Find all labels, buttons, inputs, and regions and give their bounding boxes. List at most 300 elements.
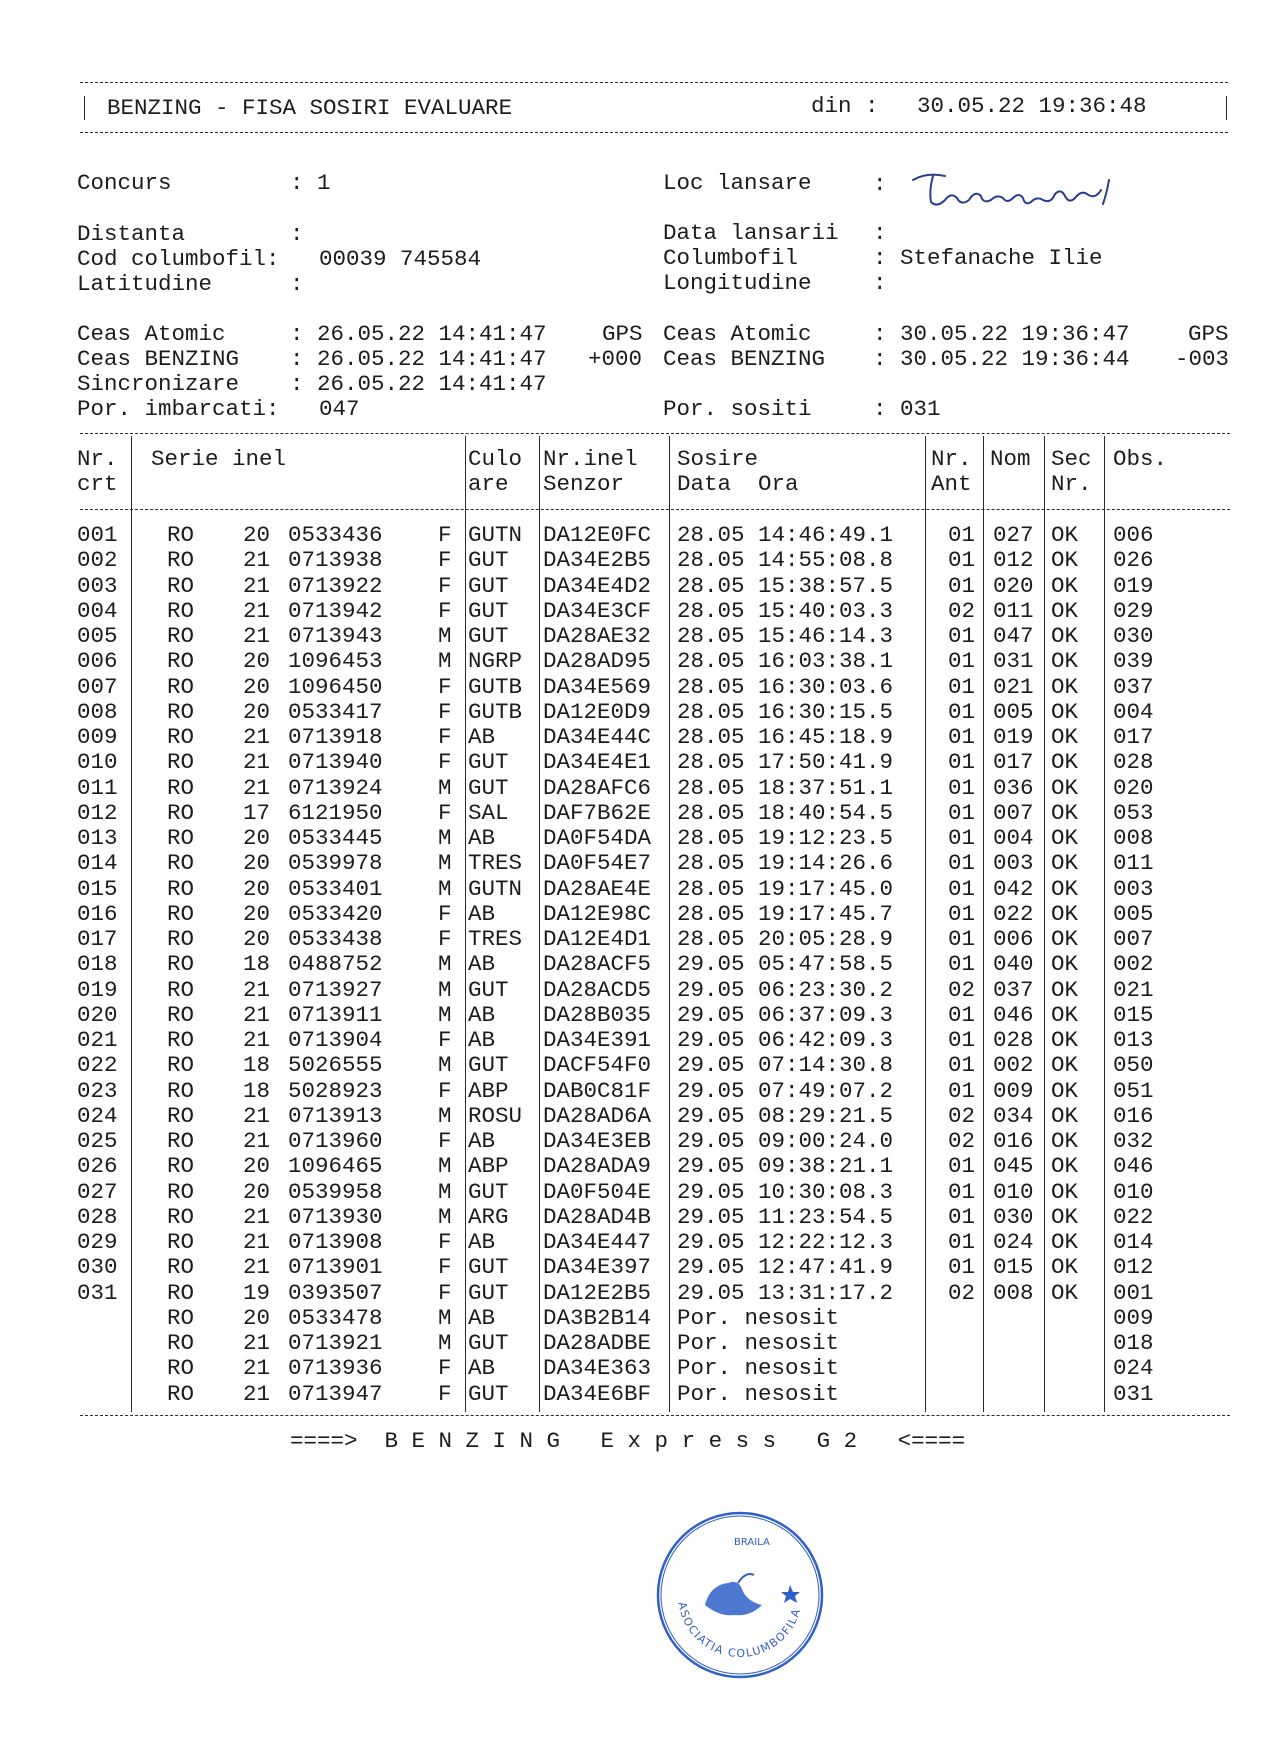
row-nom: 037: [993, 976, 1034, 1003]
row-color: AB: [468, 900, 496, 927]
row-nr: 015: [77, 875, 118, 902]
row-sex: M: [438, 1330, 452, 1356]
row-arrival: 28.05 16:30:15.5: [677, 698, 894, 725]
row-nr: 010: [77, 749, 118, 776]
row-sensor: DA0F54E7: [543, 850, 652, 877]
row-sensor: DA34E397: [543, 1254, 652, 1281]
row-year: 21: [243, 1254, 271, 1281]
row-arrival: 29.05 12:47:41.9: [677, 1254, 894, 1281]
row-arrival: 29.05 08:29:21.5: [677, 1102, 894, 1129]
row-sensor: DA12E4D1: [543, 926, 652, 952]
row-sex: F: [438, 547, 452, 574]
row-nr: 026: [77, 1153, 118, 1180]
row-country: RO: [167, 597, 195, 624]
row-sex: F: [438, 1077, 452, 1104]
row-obs: 046: [1113, 1153, 1154, 1180]
row-color: ARG: [468, 1203, 509, 1230]
row-country: RO: [167, 673, 195, 700]
row-sec: OK: [1051, 648, 1079, 675]
distanta-label: Distanta: [77, 221, 186, 247]
row-antenna: 01: [948, 673, 976, 700]
row-obs: 024: [1113, 1355, 1154, 1382]
row-sensor: DA28AD6A: [543, 1102, 652, 1129]
row-sec: OK: [1051, 900, 1079, 927]
row-sensor: DA0F54DA: [543, 825, 652, 851]
row-antenna: 01: [948, 572, 976, 599]
row-color: GUT: [468, 623, 509, 649]
row-sensor: DA34E4D2: [543, 572, 652, 599]
row-obs: 020: [1113, 774, 1154, 801]
row-sensor: DA28ACD5: [543, 976, 652, 1003]
row-nom: 007: [993, 799, 1034, 826]
row-year: 21: [243, 547, 271, 574]
row-ring-number: 0713936: [288, 1355, 383, 1382]
row-sex: M: [438, 1178, 452, 1205]
row-color: GUTN: [468, 875, 523, 902]
row-color: GUT: [468, 572, 509, 599]
row-year: 21: [243, 623, 271, 649]
row-sex: M: [438, 976, 452, 1003]
row-country: RO: [167, 1077, 195, 1104]
row-ring-number: 0713911: [288, 1001, 383, 1028]
row-ring-number: 0713930: [288, 1203, 383, 1230]
row-sec: OK: [1051, 724, 1079, 750]
row-obs: 013: [1113, 1027, 1154, 1053]
row-nom: 003: [993, 850, 1034, 877]
row-antenna: 02: [948, 1279, 976, 1306]
row-sec: OK: [1051, 1229, 1079, 1255]
row-year: 17: [243, 799, 271, 826]
col-sep-2: [465, 436, 466, 1412]
row-arrival: 29.05 10:30:08.3: [677, 1178, 894, 1205]
row-nr: 014: [77, 850, 118, 877]
right-clock-benzing-label: Ceas BENZING: [663, 346, 826, 372]
row-sec: OK: [1051, 1178, 1079, 1205]
row-ring-number: 0533436: [288, 522, 383, 548]
row-sex: M: [438, 1102, 452, 1129]
row-country: RO: [167, 749, 195, 776]
row-sec: OK: [1051, 1153, 1079, 1180]
row-arrival: 28.05 16:03:38.1: [677, 648, 894, 675]
row-antenna: 02: [948, 976, 976, 1003]
row-obs: 001: [1113, 1279, 1154, 1306]
right-clock-benzing-value: : 30.05.22 19:36:44: [873, 346, 1130, 372]
columbofil-label: Columbofil: [663, 245, 799, 271]
row-antenna: 01: [948, 774, 976, 801]
row-obs: 010: [1113, 1178, 1154, 1205]
row-sec: OK: [1051, 799, 1079, 826]
row-nr: 022: [77, 1052, 118, 1079]
row-sex: F: [438, 749, 452, 776]
header-sec-nr-2: Nr.: [1051, 471, 1092, 497]
row-ring-number: 0713942: [288, 597, 383, 624]
row-sex: F: [438, 1355, 452, 1382]
row-sex: F: [438, 926, 452, 952]
row-sex: F: [438, 597, 452, 624]
row-country: RO: [167, 900, 195, 927]
row-ring-number: 0713921: [288, 1330, 383, 1356]
footer-text: ====> B E N Z I N G E x p r e s s G 2 <====: [290, 1428, 966, 1454]
row-sec: OK: [1051, 774, 1079, 801]
row-antenna: 01: [948, 1254, 976, 1281]
table-bottom-border: [80, 1415, 1230, 1416]
row-year: 18: [243, 1077, 271, 1104]
left-clock-benzing-suffix: +000: [588, 346, 643, 372]
row-sec: OK: [1051, 875, 1079, 902]
row-nom: 006: [993, 926, 1034, 952]
row-sensor: DA28AE32: [543, 623, 652, 649]
row-obs: 007: [1113, 926, 1154, 952]
row-sec: OK: [1051, 698, 1079, 725]
row-country: RO: [167, 774, 195, 801]
row-country: RO: [167, 1153, 195, 1180]
row-ring-number: 0713943: [288, 623, 383, 649]
row-ring-number: 0488752: [288, 951, 383, 978]
row-obs: 032: [1113, 1128, 1154, 1154]
row-nr: 012: [77, 799, 118, 826]
row-sensor: DA34E447: [543, 1229, 652, 1255]
row-nom: 031: [993, 648, 1034, 675]
row-ring-number: 0533438: [288, 926, 383, 952]
sositi-label: Por. sositi: [663, 396, 812, 422]
row-arrival: 28.05 17:50:41.9: [677, 749, 894, 776]
row-sec: OK: [1051, 1254, 1079, 1281]
header-top-border: [80, 82, 1228, 83]
row-ring-number: 5026555: [288, 1052, 383, 1079]
row-sex: F: [438, 799, 452, 826]
row-color: GUT: [468, 1380, 509, 1407]
header-culoare-1: Culo: [468, 446, 523, 472]
row-year: 21: [243, 1229, 271, 1255]
row-arrival: Por. nesosit: [677, 1355, 840, 1382]
row-country: RO: [167, 1254, 195, 1281]
row-sec: OK: [1051, 1128, 1079, 1154]
row-sensor: DA34E391: [543, 1027, 652, 1053]
row-color: AB: [468, 1001, 496, 1028]
row-ring-number: 0713913: [288, 1102, 383, 1129]
header-bottom-border: [80, 132, 1228, 133]
row-ring-number: 0713922: [288, 572, 383, 599]
row-color: AB: [468, 1229, 496, 1255]
row-year: 21: [243, 572, 271, 599]
row-arrival: Por. nesosit: [677, 1330, 840, 1356]
sincronizare-label: Sincronizare: [77, 371, 240, 397]
row-obs: 031: [1113, 1380, 1154, 1407]
row-sex: M: [438, 1052, 452, 1079]
row-obs: 005: [1113, 900, 1154, 927]
row-arrival: 28.05 16:45:18.9: [677, 724, 894, 750]
row-nom: 034: [993, 1102, 1034, 1129]
row-country: RO: [167, 1304, 195, 1331]
row-sex: F: [438, 572, 452, 599]
row-sec: OK: [1051, 623, 1079, 649]
row-sec: OK: [1051, 1102, 1079, 1129]
left-clock-atomic-value: : 26.05.22 14:41:47: [290, 321, 547, 347]
cod-columbofil-label: Cod columbofil:: [77, 246, 280, 272]
row-year: 21: [243, 724, 271, 750]
row-color: GUT: [468, 774, 509, 801]
row-sec: OK: [1051, 1052, 1079, 1079]
row-nom: 045: [993, 1153, 1034, 1180]
row-country: RO: [167, 799, 195, 826]
row-sensor: DA12E0FC: [543, 522, 652, 548]
header-date-value: 30.05.22 19:36:48: [917, 93, 1147, 119]
row-antenna: 01: [948, 547, 976, 574]
row-arrival: 28.05 15:40:03.3: [677, 597, 894, 624]
row-nom: 004: [993, 825, 1034, 851]
row-color: AB: [468, 724, 496, 750]
row-obs: 029: [1113, 597, 1154, 624]
row-color: GUT: [468, 749, 509, 776]
row-nom: 009: [993, 1077, 1034, 1104]
row-antenna: 01: [948, 1153, 976, 1180]
row-nom: 024: [993, 1229, 1034, 1255]
row-sec: OK: [1051, 926, 1079, 952]
row-country: RO: [167, 1001, 195, 1028]
row-color: GUTB: [468, 673, 523, 700]
imbarcati-label: Por. imbarcati:: [77, 396, 280, 422]
row-sec: OK: [1051, 976, 1079, 1003]
row-ring-number: 0539978: [288, 850, 383, 877]
row-ring-number: 0533417: [288, 698, 383, 725]
row-sensor: DA34E6BF: [543, 1380, 652, 1407]
row-ring-number: 0713940: [288, 749, 383, 776]
row-nr: 020: [77, 1001, 118, 1028]
row-obs: 050: [1113, 1052, 1154, 1079]
row-arrival: 29.05 13:31:17.2: [677, 1279, 894, 1306]
row-country: RO: [167, 1027, 195, 1053]
row-antenna: 01: [948, 825, 976, 851]
row-country: RO: [167, 1355, 195, 1382]
row-antenna: 01: [948, 1203, 976, 1230]
row-country: RO: [167, 850, 195, 877]
row-country: RO: [167, 623, 195, 649]
row-nr: 011: [77, 774, 118, 801]
row-sex: M: [438, 648, 452, 675]
left-clock-atomic-label: Ceas Atomic: [77, 321, 226, 347]
row-sensor: DA28AD4B: [543, 1203, 652, 1230]
row-sex: F: [438, 900, 452, 927]
row-sex: F: [438, 1229, 452, 1255]
latitudine-value: :: [290, 271, 304, 297]
row-nom: 002: [993, 1052, 1034, 1079]
row-sex: F: [438, 522, 452, 548]
row-nom: 027: [993, 522, 1034, 548]
row-sex: M: [438, 951, 452, 978]
row-sensor: DAB0C81F: [543, 1077, 652, 1104]
loc-lansare-colon: :: [873, 171, 887, 197]
sincronizare-value: : 26.05.22 14:41:47: [290, 371, 547, 397]
row-obs: 030: [1113, 623, 1154, 649]
row-antenna: 01: [948, 522, 976, 548]
row-nr: 028: [77, 1203, 118, 1230]
row-nr: 018: [77, 951, 118, 978]
header-title: BENZING - FISA SOSIRI EVALUARE: [107, 95, 513, 121]
row-sex: F: [438, 724, 452, 750]
row-nom: 016: [993, 1128, 1034, 1154]
row-sensor: DA12E0D9: [543, 698, 652, 725]
row-sensor: DA34E4E1: [543, 749, 652, 776]
row-ring-number: 0713918: [288, 724, 383, 750]
row-ring-number: 0533478: [288, 1304, 383, 1331]
row-year: 20: [243, 648, 271, 675]
row-obs: 018: [1113, 1330, 1154, 1356]
row-sensor: DA12E2B5: [543, 1279, 652, 1306]
row-sensor: DA28ADBE: [543, 1330, 652, 1356]
row-sex: F: [438, 1027, 452, 1053]
row-sensor: DAF7B62E: [543, 799, 652, 826]
row-antenna: 01: [948, 623, 976, 649]
row-obs: 053: [1113, 799, 1154, 826]
row-year: 20: [243, 673, 271, 700]
col-sep-7: [1044, 436, 1045, 1412]
row-nr: 003: [77, 572, 118, 599]
row-obs: 019: [1113, 572, 1154, 599]
row-arrival: 28.05 19:12:23.5: [677, 825, 894, 851]
header-sosire: Sosire: [677, 446, 759, 472]
row-year: 21: [243, 1027, 271, 1053]
row-ring-number: 0533401: [288, 875, 383, 902]
row-obs: 006: [1113, 522, 1154, 548]
row-year: 20: [243, 900, 271, 927]
row-ring-number: 1096453: [288, 648, 383, 675]
row-color: AB: [468, 1128, 496, 1154]
row-sec: OK: [1051, 749, 1079, 776]
row-nr: 031: [77, 1279, 118, 1306]
header-right-border: [1226, 96, 1227, 120]
row-sensor: DA3B2B14: [543, 1304, 652, 1331]
row-color: GUT: [468, 976, 509, 1003]
row-year: 21: [243, 1128, 271, 1154]
row-sec: OK: [1051, 1077, 1079, 1104]
row-color: AB: [468, 951, 496, 978]
table-header-separator: [80, 509, 1230, 510]
row-nom: 046: [993, 1001, 1034, 1028]
row-obs: 051: [1113, 1077, 1154, 1104]
association-stamp: [650, 1505, 830, 1685]
row-nr: 025: [77, 1128, 118, 1154]
row-nom: 042: [993, 875, 1034, 902]
row-country: RO: [167, 875, 195, 902]
row-country: RO: [167, 976, 195, 1003]
right-clock-atomic-suffix: GPS: [1188, 321, 1229, 347]
row-country: RO: [167, 648, 195, 675]
row-nr: 021: [77, 1027, 118, 1053]
row-ring-number: 1096450: [288, 673, 383, 700]
row-year: 21: [243, 774, 271, 801]
row-year: 20: [243, 926, 271, 952]
row-sensor: DA28AD95: [543, 648, 652, 675]
concurs-value: : 1: [290, 170, 331, 196]
row-antenna: 01: [948, 698, 976, 725]
left-clock-atomic-suffix: GPS: [602, 321, 643, 347]
row-nr: 007: [77, 673, 118, 700]
row-year: 21: [243, 1203, 271, 1230]
row-year: 21: [243, 749, 271, 776]
row-country: RO: [167, 1330, 195, 1356]
row-year: 21: [243, 1001, 271, 1028]
row-sec: OK: [1051, 1027, 1079, 1053]
loc-lansare-label: Loc lansare: [663, 170, 812, 196]
row-sex: M: [438, 623, 452, 649]
header-data-ora: Data Ora: [677, 471, 799, 497]
row-nom: 030: [993, 1203, 1034, 1230]
imbarcati-value: 047: [319, 396, 360, 422]
row-antenna: 02: [948, 1128, 976, 1154]
row-color: GUT: [468, 1330, 509, 1356]
row-obs: 022: [1113, 1203, 1154, 1230]
row-obs: 039: [1113, 648, 1154, 675]
row-ring-number: 5028923: [288, 1077, 383, 1104]
row-antenna: 01: [948, 900, 976, 927]
row-antenna: 02: [948, 597, 976, 624]
col-sep-5: [925, 436, 926, 1412]
row-year: 20: [243, 850, 271, 877]
row-ring-number: 6121950: [288, 799, 383, 826]
row-sex: M: [438, 1153, 452, 1180]
row-color: GUTN: [468, 522, 523, 548]
row-color: ABP: [468, 1077, 509, 1104]
row-sec: OK: [1051, 1279, 1079, 1306]
row-obs: 012: [1113, 1254, 1154, 1281]
row-country: RO: [167, 1380, 195, 1407]
row-ring-number: 0713927: [288, 976, 383, 1003]
header-sec-nr-1: Sec: [1051, 446, 1092, 472]
row-country: RO: [167, 926, 195, 952]
row-sex: M: [438, 1304, 452, 1331]
row-obs: 037: [1113, 673, 1154, 700]
row-obs: 014: [1113, 1229, 1154, 1255]
row-antenna: 01: [948, 850, 976, 877]
row-color: GUTB: [468, 698, 523, 725]
row-country: RO: [167, 825, 195, 851]
row-arrival: 29.05 07:14:30.8: [677, 1052, 894, 1079]
stamp-ring-text: ASOCIATIA COLUMBOFILA: [675, 1600, 804, 1661]
row-color: TRES: [468, 850, 523, 877]
row-sensor: DA34E2B5: [543, 547, 652, 574]
row-nom: 019: [993, 724, 1034, 750]
row-sec: OK: [1051, 597, 1079, 624]
concurs-label: Concurs: [77, 170, 172, 196]
row-ring-number: 0713908: [288, 1229, 383, 1255]
header-date-label: din :: [811, 93, 879, 119]
row-year: 18: [243, 1052, 271, 1079]
row-nom: 020: [993, 572, 1034, 599]
row-antenna: 01: [948, 1027, 976, 1053]
right-clock-atomic-label: Ceas Atomic: [663, 321, 812, 347]
row-nom: 021: [993, 673, 1034, 700]
row-year: 21: [243, 976, 271, 1003]
row-antenna: 01: [948, 724, 976, 750]
row-sensor: DACF54F0: [543, 1052, 652, 1079]
row-year: 18: [243, 951, 271, 978]
row-arrival: 28.05 19:17:45.0: [677, 875, 894, 902]
row-sec: OK: [1051, 850, 1079, 877]
row-color: GUT: [468, 1052, 509, 1079]
row-country: RO: [167, 1229, 195, 1255]
row-obs: 003: [1113, 875, 1154, 902]
row-year: 20: [243, 1304, 271, 1331]
row-color: AB: [468, 825, 496, 851]
row-arrival: Por. nesosit: [677, 1304, 840, 1331]
header-nr-ant-2: Ant: [931, 471, 972, 497]
row-nr: 024: [77, 1102, 118, 1129]
row-nom: 011: [993, 597, 1034, 624]
row-arrival: 28.05 19:14:26.6: [677, 850, 894, 877]
row-obs: 028: [1113, 749, 1154, 776]
row-color: AB: [468, 1304, 496, 1331]
header-culoare-2: are: [468, 471, 509, 497]
